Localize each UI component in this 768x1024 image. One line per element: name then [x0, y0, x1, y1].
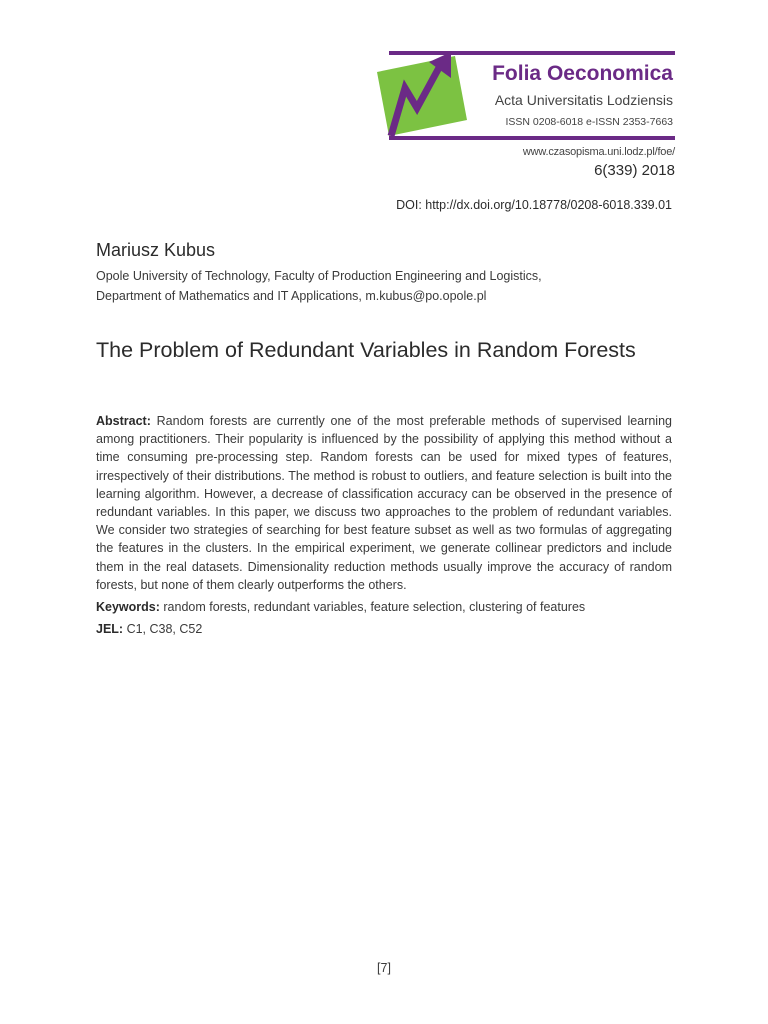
- keywords: [96, 598, 672, 616]
- page-number: [7]: [377, 961, 391, 975]
- author-affiliation: [96, 266, 542, 306]
- rising-arrow-logo-icon: [377, 50, 477, 142]
- abstract-label: Abstract:: [96, 414, 151, 428]
- abstract: [96, 412, 672, 594]
- jel-text: C1, C38, C52: [126, 622, 203, 636]
- abstract-text: Random forests are currently one of the most preferable methods of supervised learning among practitioners. Their popularity is influenced by the possibility of applying this method without a time consuming pre-processing step. Random forests can be used for mixed types of features, irrespectively of their distributions. The method is robust to outliers, and feature selection is built into the learning algorithm. However, a decrease of classification accuracy can be observed in the presence of redundant variables. In this paper, we discuss two approaches to the problem of redundant variables. We consider two strategies of searching for best feature subset as well as two formulas of aggregating the features in the clusters. In the empirical experiment, we generate collinear predictors and include them in the real datasets. Dimensionality reduction methods usually improve the accuracy of random forests, but none of them clearly outperforms the others.: [96, 414, 672, 592]
- affiliation-line: Opole University of Technology, Faculty of Production Engineering and Logistics,: [96, 269, 542, 283]
- journal-url-link[interactable]: www.czasopisma.uni.lodz.pl/foe/: [522, 146, 675, 158]
- doi-link[interactable]: DOI: http://dx.doi.org/10.18778/0208-6018.339.01: [396, 198, 672, 212]
- keywords-text: random forests, redundant variables, feature selection, clustering of features: [163, 600, 586, 614]
- affiliation-line: Department of Mathematics and IT Applications, m.kubus@po.opole.pl: [96, 289, 487, 303]
- journal-issn: ISSN 0208-6018 e-ISSN 2353-7663: [505, 116, 673, 128]
- journal-header: [377, 50, 675, 142]
- keywords-label: Keywords:: [96, 600, 160, 614]
- paper-title: The Problem of Redundant Variables in Random Forests: [96, 338, 636, 362]
- jel-codes: [96, 620, 672, 638]
- jel-label: JEL:: [96, 622, 124, 636]
- journal-subtitle: Acta Universitatis Lodziensis: [494, 92, 673, 108]
- issue-number: 6(339) 2018: [594, 162, 675, 179]
- author-name: Mariusz Kubus: [96, 240, 216, 260]
- journal-name: Folia Oeconomica: [492, 62, 673, 85]
